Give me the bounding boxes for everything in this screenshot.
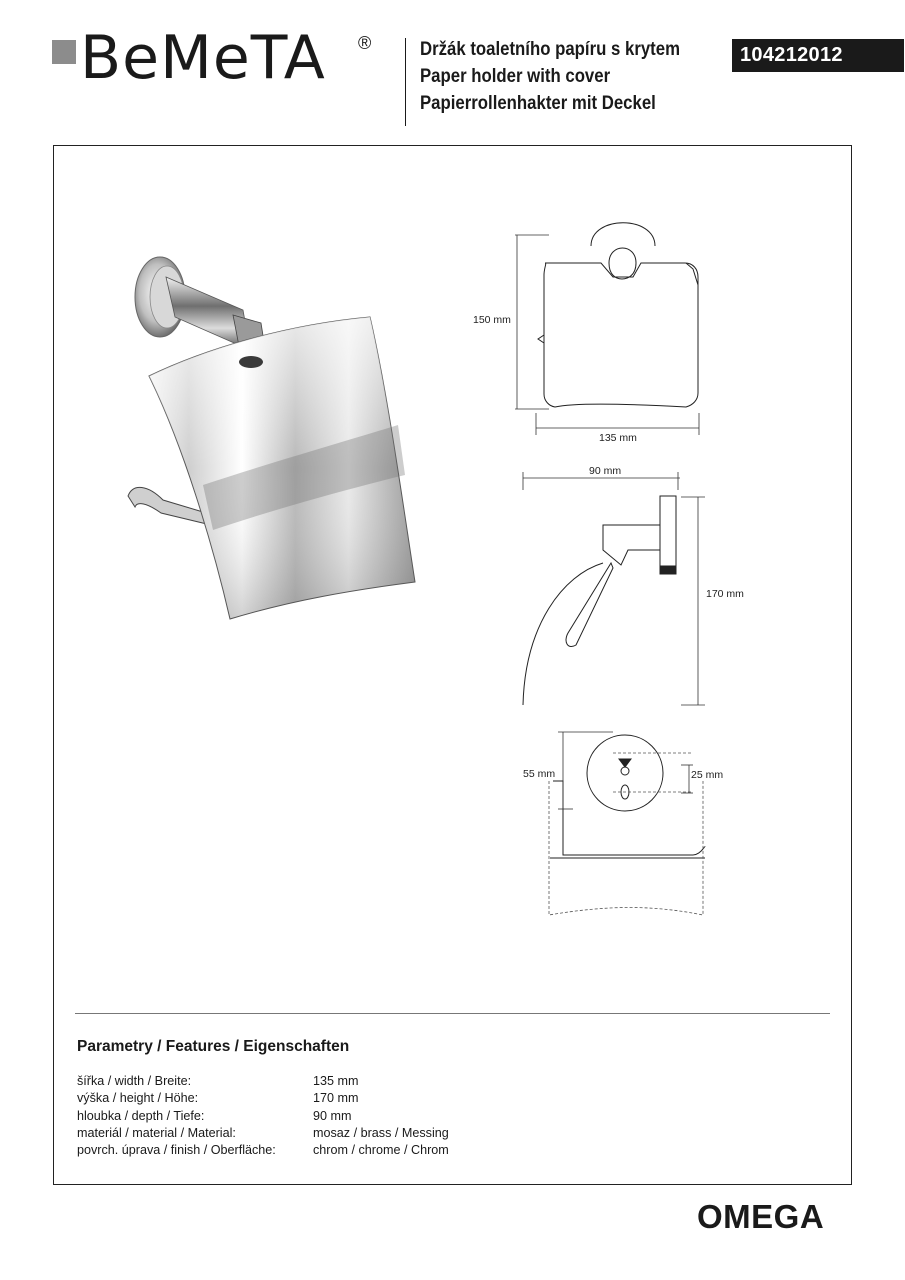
feature-value: 90 mm [313,1108,352,1123]
feature-label: šířka / width / Breite: [77,1074,192,1088]
feature-label: povrch. úprava / finish / Oberfläche: [77,1143,276,1158]
front-cutout [609,248,636,279]
feature-label: materiál / material / Material: [77,1125,236,1140]
label-170mm: 170 mm [706,588,744,600]
front-rose [591,223,655,246]
logo-square [52,40,76,64]
hidden-cover [549,781,703,915]
feature-value: 135 mm [313,1074,359,1088]
label-135mm: 135 mm [599,432,637,444]
side-cover [523,563,603,705]
top-screw-mark [619,759,631,767]
side-rose [660,496,676,574]
side-arm [603,525,660,565]
product-photo [128,257,415,619]
label-25mm: 25 mm [691,769,724,781]
series-name: OMEGA [697,1198,825,1235]
features-title: Parametry / Features / Eigenschaften [77,1038,350,1055]
top-view [550,735,705,858]
title-german: Papierrollenhakter mit Deckel [420,92,656,114]
feature-value: mosaz / brass / Messing [313,1125,449,1140]
product-code: 104212012 [732,39,904,72]
top-hidden-lines [549,753,703,915]
front-clip [538,335,544,343]
side-rod [566,563,613,647]
top-dimension-lines [558,732,693,809]
front-cover [544,263,698,407]
top-hole-upper [621,767,629,775]
side-view [523,496,676,705]
title-english: Paper holder with cover [420,65,611,87]
bemeta-logo [52,23,382,94]
feature-label: výška / height / Höhe: [77,1091,199,1106]
registered-mark: ® [358,33,372,53]
label-55mm: 55 mm [523,768,556,780]
front-dimension-lines [515,235,699,435]
feature-value: 170 mm [313,1091,359,1106]
top-rose [587,735,663,811]
side-dimension-lines [523,472,705,705]
label-90mm: 90 mm [589,465,622,477]
feature-label: hloubka / depth / Tiefe: [77,1108,205,1123]
header-divider [405,38,406,126]
label-150mm: 150 mm [473,314,511,326]
side-rose-base [660,566,676,574]
front-rod [686,263,698,351]
title-czech: Držák toaletního papíru s krytem [420,38,681,60]
section-divider [75,1013,830,1014]
feature-value: chrom / chrome / Chrom [313,1143,449,1158]
arm-joint [239,356,263,368]
product-titles [420,36,722,117]
front-view [538,223,698,407]
brand-name: BeMeTA [80,23,326,93]
technical-drawing [53,145,852,1185]
